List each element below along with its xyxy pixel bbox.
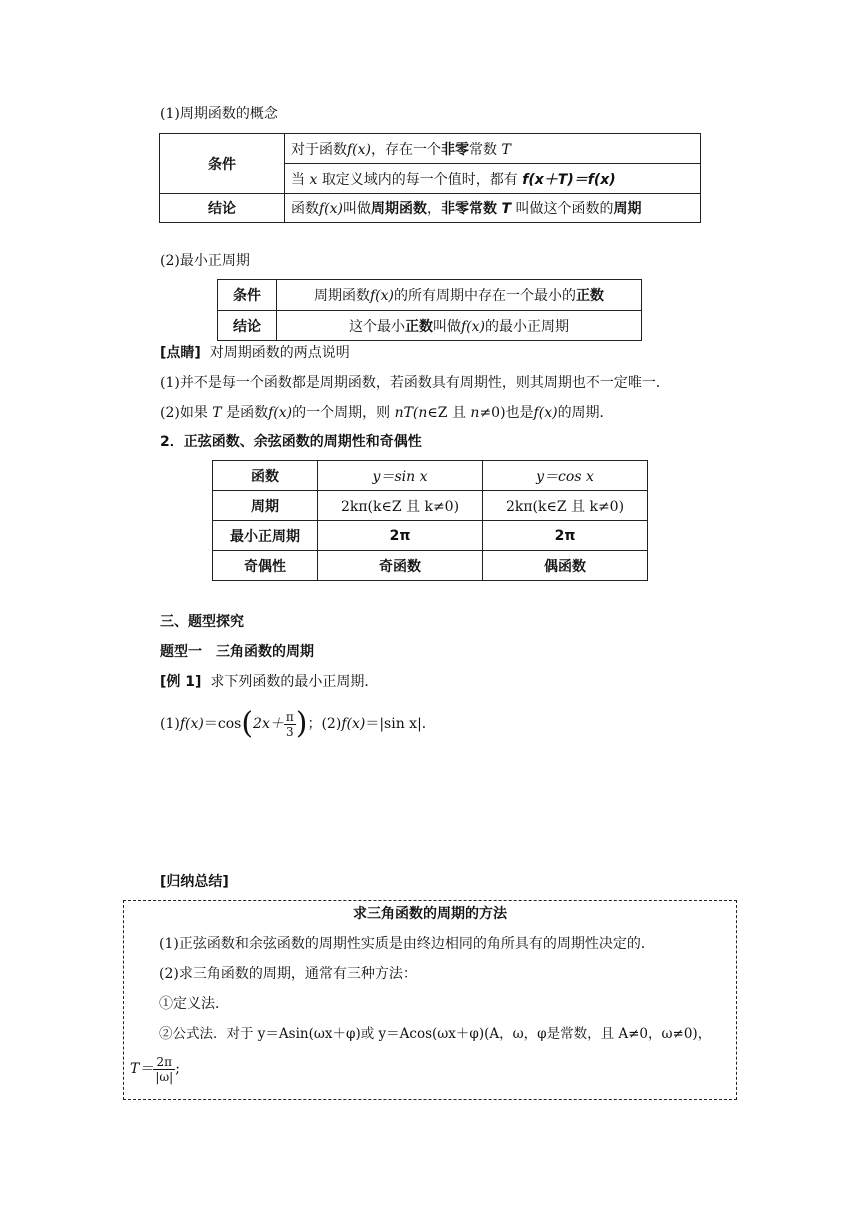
min-cond-row: 周期函数f(x)的所有周期中存在一个最小的正数 bbox=[277, 280, 642, 311]
summary-line-4: ②公式法．对于 y＝Asin(ωx＋φ)或 y＝Acos(ωx＋φ)(A，ω，φ是常数，且 A≠0，ω≠0)， bbox=[159, 1026, 712, 1042]
periodic-function-table bbox=[159, 133, 701, 223]
example-questions: (1)f(x)＝cos(2x＋ $\frac{\pi}{3}$ )；(2)f(x)＝|sin x|． bbox=[160, 706, 436, 741]
type1-heading: 题型一 三角函数的周期 bbox=[160, 644, 314, 660]
row-period-cos: 2kπ(k∈Z 且 k≠0) bbox=[483, 491, 648, 521]
th-sin: y＝sin x bbox=[318, 461, 483, 491]
summary-box bbox=[123, 900, 737, 1100]
min-concl-label: 结论 bbox=[218, 311, 277, 341]
row-parity-cos: 偶函数 bbox=[483, 551, 648, 581]
cond-row2: 当 x 取定义域内的每一个值时，都有 f(x＋T)＝f(x) bbox=[285, 164, 701, 194]
min-concl-row: 这个最小正数叫做f(x)的最小正周期 bbox=[277, 311, 642, 341]
th-function: 函数 bbox=[213, 461, 318, 491]
example-1 bbox=[160, 672, 378, 692]
summary-line-2: (2)求三角函数的周期，通常有三种方法： bbox=[159, 966, 417, 982]
row-minperiod-sin: 2π bbox=[318, 521, 483, 551]
example-tag: [例 1] bbox=[160, 674, 202, 690]
row-period-label: 周期 bbox=[213, 491, 318, 521]
row-period-sin: 2kπ(k∈Z 且 k≠0) bbox=[318, 491, 483, 521]
sin-cos-table bbox=[212, 460, 648, 581]
note-heading bbox=[160, 343, 350, 363]
cond-row1: 对于函数f(x)，存在一个非零常数 T bbox=[285, 134, 701, 164]
summary-tag: [归纳总结] bbox=[160, 874, 229, 890]
note-item-2: (2)如果 T 是函数f(x)的一个周期，则 nT(n∈Z 且 n≠0)也是f(x)的周期． bbox=[160, 405, 614, 421]
note-tag: [点睛] bbox=[160, 345, 201, 361]
summary-line-5: T＝ $\frac{2\pi}{|\omega|}$ ; bbox=[130, 1054, 180, 1084]
summary-title: 求三角函数的周期的方法 bbox=[353, 906, 507, 922]
row-parity-label: 奇偶性 bbox=[213, 551, 318, 581]
section2-heading: (2)最小正周期 bbox=[160, 253, 250, 269]
row-minperiod-label: 最小正周期 bbox=[213, 521, 318, 551]
cond-label: 条件 bbox=[160, 134, 285, 194]
section3-heading: 2．正弦函数、余弦函数的周期性和奇偶性 bbox=[160, 434, 422, 450]
section1-heading: (1)周期函数的概念 bbox=[160, 106, 278, 122]
row-parity-sin: 奇函数 bbox=[318, 551, 483, 581]
summary-line-3: ①定义法． bbox=[159, 996, 229, 1012]
example-text: 求下列函数的最小正周期． bbox=[210, 674, 379, 690]
part3-heading: 三、题型探究 bbox=[160, 614, 244, 630]
summary-line-1: (1)正弦函数和余弦函数的周期性实质是由终边相同的角所具有的周期性决定的． bbox=[159, 936, 655, 952]
min-period-table bbox=[217, 279, 642, 341]
note-title: 对周期函数的两点说明 bbox=[209, 345, 350, 361]
min-cond-label: 条件 bbox=[218, 280, 277, 311]
th-cos: y＝cos x bbox=[483, 461, 648, 491]
concl-label: 结论 bbox=[160, 194, 285, 223]
concl-row: 函数f(x)叫做周期函数，非零常数 T 叫做这个函数的周期 bbox=[285, 194, 701, 223]
row-minperiod-cos: 2π bbox=[483, 521, 648, 551]
note-item-1: (1)并不是每一个函数都是周期函数，若函数具有周期性，则其周期也不一定唯一． bbox=[160, 375, 670, 391]
